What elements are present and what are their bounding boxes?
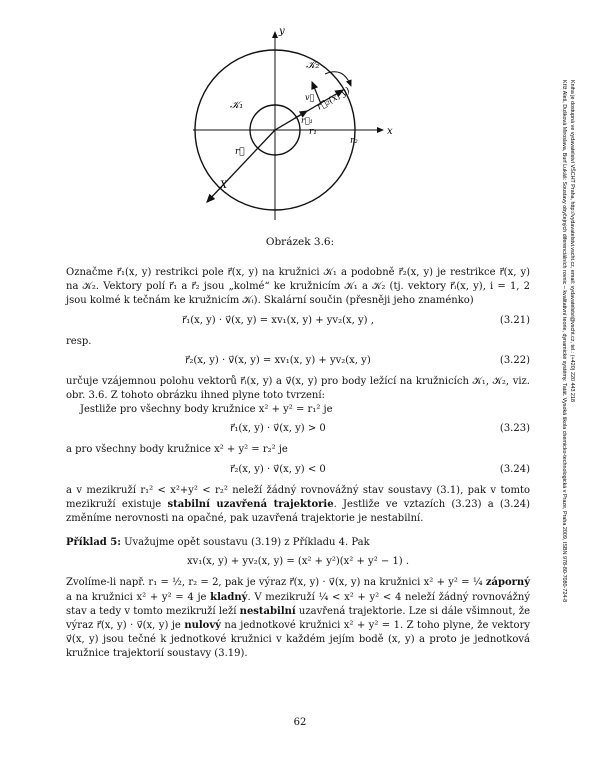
- label-vec-r: r⃗: [235, 147, 245, 157]
- figure-svg: [175, 22, 425, 247]
- figure-phase-plane: [175, 22, 425, 247]
- paragraph-5: [66, 484, 530, 527]
- label-vec-r2: r⃗₂(x, y): [315, 85, 352, 113]
- side-text-svg: [556, 80, 576, 710]
- paragraph-2: určuje vzájemnou polohu vektorů r⃗ᵢ(x, y) a v⃗(x, y) pro body ležící na kružnicích 𝒦₁, 𝒦₂, viz. obr. 3.6. Z tohoto obrázku ihned plyne toto tvrzení:: [66, 375, 530, 402]
- label-r1-small: r⃗₁: [301, 116, 313, 125]
- example-label: Příklad 5:: [66, 537, 121, 549]
- side-line-2: Kniha je dostupná ve vydavatelství VŠCHT Praha, http://vydavatelstvi.vscht.cz, email: vydavatelstvi@vscht.cz, tel.: (+420) 220 443 218: [569, 80, 575, 402]
- paragraph-6-part-g: uzavřená trajektorie. Lze si dále všimnout, že výraz r⃗(x, y) · v⃗(x, y) je: [66, 605, 531, 632]
- equation-body: r⃗₁(x, y) · v⃗(x, y) = xv₁(x, y) + yv₂(x, y) ,: [182, 314, 374, 326]
- equation-number: (3.23): [499, 423, 530, 435]
- paragraph-3: Jestliže pro všechny body kružnice x² + y² = r₁² je: [80, 404, 333, 416]
- main-text: [66, 266, 530, 662]
- equation-3-21: [66, 311, 530, 333]
- equation-body: r⃗₁(x, y) · v⃗(x, y) > 0: [230, 423, 326, 435]
- equation-body: r⃗₂(x, y) · v⃗(x, y) = xv₁(x, y) + yv₂(x, y): [185, 354, 371, 366]
- paragraph-6: [66, 576, 530, 661]
- label-y: y: [279, 26, 285, 37]
- bold-negative: záporný: [485, 577, 530, 589]
- arc-arrow: [325, 72, 351, 86]
- paragraph-6-part-a: Zvolíme-li např. r₁ = ½, r₂ = 2, pak je výraz r⃗(x, y) · v⃗(x, y) na kružnici x² + y² = ¼: [66, 577, 486, 589]
- equation-3-24: [66, 460, 530, 482]
- resp-word: resp.: [66, 335, 92, 347]
- example-5: [66, 536, 530, 550]
- side-line-1: Kříž Aleš, Dušková Miroslava, Burf Lukáš: Soustavy obyčejných diferenciálních rovnic – kvalitativní teorie, dynamické systémy. Tatát. Vysoká škola chemicko-technologická v Praze, Praha 2009, ISBN 978-80-7080-724-8: [561, 80, 567, 603]
- equation-number: (3.24): [499, 463, 530, 475]
- side-copyright-note: [556, 80, 576, 710]
- label-vec-v: v⃗: [305, 93, 315, 102]
- equation-number: (3.21): [499, 314, 530, 326]
- equation-number: (3.22): [499, 354, 530, 366]
- label-r2: r₂: [350, 136, 358, 146]
- equation-3-23: [66, 419, 530, 441]
- equation-3-22: [66, 351, 530, 373]
- page-number: 62: [293, 717, 307, 728]
- paragraph-6-part-i: na jednotkové kružnici x² + y² = 1. Z toho plyne, že vektory v⃗(x, y) jsou tečné k jednotkové kružnici v každém jejím bodě (x, y) a proto je jednotková kružnice trajektorií soustavy (3.19).: [66, 620, 531, 660]
- bold-unstable: nestabilní: [239, 605, 296, 617]
- paragraph-6-part-c: a na kružnici x² + y² = 4 je: [66, 591, 211, 603]
- equation-body: r⃗₂(x, y) · v⃗(x, y) < 0: [230, 463, 326, 475]
- example-text: Uvažujme opět soustavu (3.19) z Příkladu 4. Pak: [120, 537, 370, 549]
- paragraph-6-part-e: . V mezikruží ¼ < x² + y² < 4 neleží žádný rovnovážný stav a tedy v tomto mezikruží leží: [66, 591, 531, 617]
- paragraph-5-part-a: a v mezikruží r₁² < x²+y² < r₂² neleží žádný rovnovážný stav soustavy (3.1), pak v tomto mezikruží existuje: [66, 484, 530, 510]
- equation-body: xv₁(x, y) + yv₂(x, y) = (x² + y²)(x² + y² − 1) .: [186, 556, 410, 568]
- vector-r: [207, 130, 275, 202]
- label-r1: r₁: [309, 127, 317, 137]
- paragraph-5-part-c: . Jestliže ve vztazích (3.23) a (3.24) změníme nerovnosti na opačné, pak uzavřená trajektorie je nestabilní.: [66, 498, 530, 525]
- label-x: x: [387, 126, 393, 137]
- paragraph-4: a pro všechny body kružnice x² + y² = r₂² je: [66, 444, 288, 456]
- bold-zero: nulový: [184, 620, 221, 632]
- paragraph-1: Označme r⃗₁(x, y) restrikci pole r⃗(x, y) na kružnici 𝒦₁ a podobně r⃗₂(x, y) je restrikce r⃗(x, y) na 𝒦₂. Vektory polí r⃗₁ a r⃗₂ jsou „kolmé“ ke kružnicím 𝒦₁ a 𝒦₂ (tj. vektory r⃗ᵢ(x, y), i = 1, 2 jsou kolmé k tečnám ke kružnicím 𝒦ᵢ). Skalární součin (přesněji jeho znaménko): [66, 267, 530, 307]
- bold-stable-trajectory: stabilní uzavřená trajektorie: [167, 498, 334, 510]
- label-k1: 𝒦₁: [230, 100, 244, 111]
- equation-example: [66, 552, 530, 574]
- label-X: X: [220, 180, 228, 191]
- figure-caption: Obrázek 3.6:: [265, 236, 335, 248]
- bold-positive: kladný: [210, 591, 248, 603]
- label-k2: 𝒦₂: [306, 60, 320, 71]
